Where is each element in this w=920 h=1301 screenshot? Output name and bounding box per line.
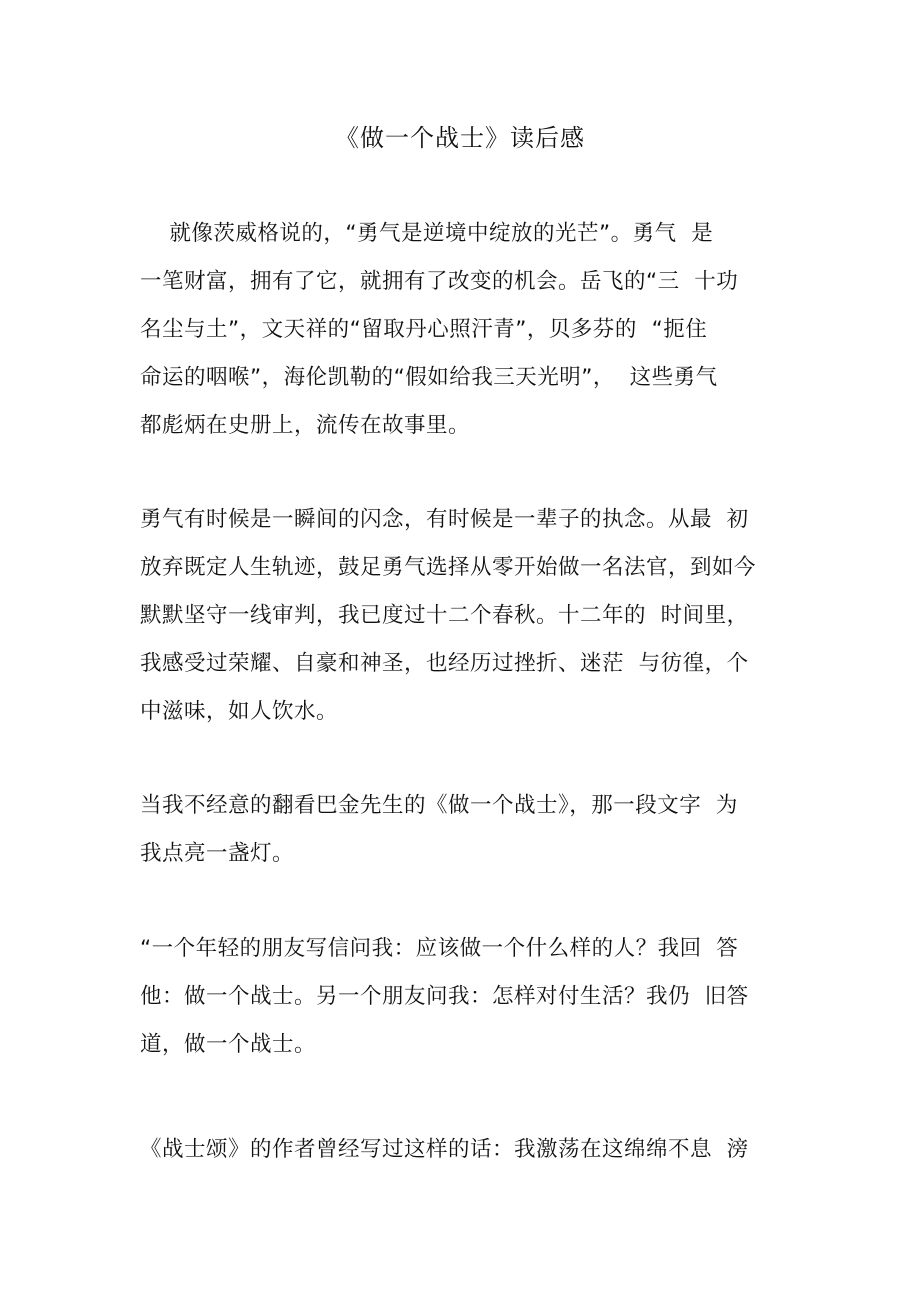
paragraph-line: 都彪炳在史册上，流传在故事里。	[140, 413, 471, 438]
document-title: 《做一个战士》读后感	[335, 124, 585, 152]
paragraph-5	[140, 1126, 790, 1174]
paragraph-line: 当我不经意的翻看巴金先生的《做一个战士》，那一段文字 为	[140, 793, 738, 818]
paragraph-line: “一个年轻的朋友写信问我：应该做一个什么样的人？我回 答	[140, 936, 739, 961]
paragraph-line: 道，做一个战士。	[140, 1032, 317, 1057]
paragraph-3	[140, 782, 790, 878]
paragraph-line: 默默坚守一线审判，我已度过十二个春秋。十二年的 时间里，	[140, 603, 749, 628]
paragraph-line: 名尘与土”，文天祥的“留取丹心照汗青”，贝多芬的 “扼住	[140, 317, 708, 342]
paragraph-1	[140, 210, 790, 450]
paragraph-line: 我感受过荣耀、自豪和神圣，也经历过挫折、迷茫 与彷徨，个	[140, 651, 749, 676]
paragraph-line: 《战士颂》的作者曾经写过这样的话：我激荡在这绵绵不息 滂	[140, 1137, 749, 1162]
paragraph-line: 放弃既定人生轨迹，鼓足勇气选择从零开始做一名法官，到如今	[140, 555, 757, 580]
paragraph-2	[140, 496, 790, 736]
paragraph-line: 一笔财富，拥有了它，就拥有了改变的机会。岳飞的“三 十功	[140, 269, 739, 294]
paragraph-line: 我点亮一盏灯。	[140, 841, 295, 866]
paragraph-line: 他：做一个战士。另一个朋友问我：怎样对付生活？我仍 旧答	[140, 984, 749, 1009]
paragraph-line: 命运的咽喉”，海伦凯勒的“假如给我三天光明”， 这些勇气	[140, 365, 718, 390]
paragraph-4	[140, 925, 790, 1069]
paragraph-line: 就像茨威格说的，“勇气是逆境中绽放的光芒”。勇气 是	[140, 221, 714, 246]
paragraph-line: 中滋味，如人饮水。	[140, 699, 339, 724]
paragraph-line: 勇气有时候是一瞬间的闪念，有时候是一辈子的执念。从最 初	[140, 507, 749, 532]
